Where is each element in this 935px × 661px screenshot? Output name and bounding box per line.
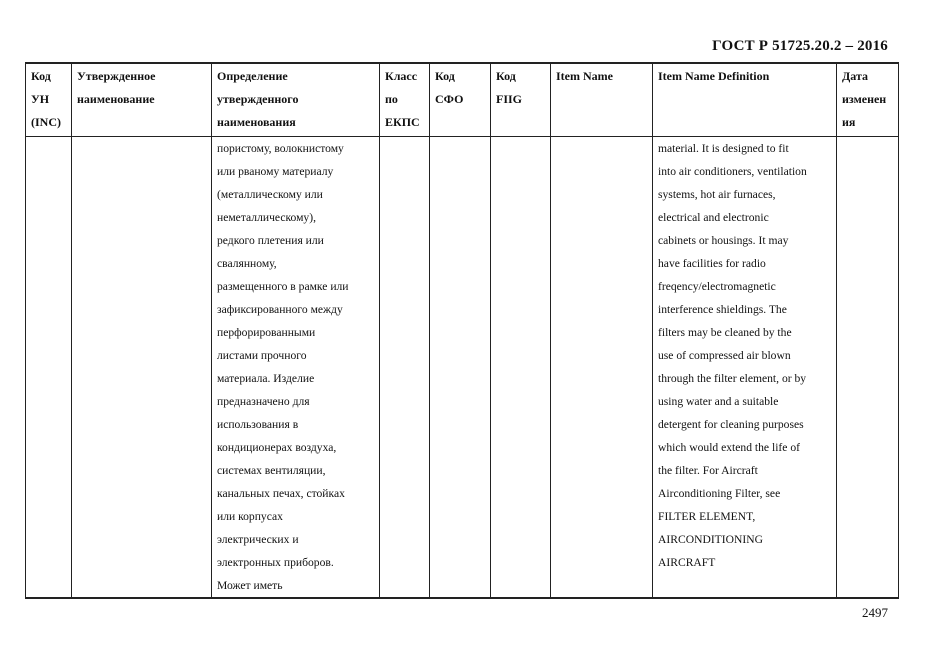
column-header bbox=[380, 63, 430, 137]
definition-en-line: detergent for cleaning purposes bbox=[658, 418, 804, 431]
definition-ru-line: размещенного в рамке или bbox=[217, 280, 349, 293]
column-header-line: ия bbox=[842, 115, 856, 129]
column-header-line: наименования bbox=[217, 115, 296, 129]
definition-ru-line: или корпусах bbox=[217, 510, 283, 523]
column-header bbox=[72, 63, 212, 137]
column-header-line: по bbox=[385, 92, 398, 106]
page-number: 2497 bbox=[862, 605, 888, 620]
column-header-line: наименование bbox=[77, 92, 155, 106]
definition-ru-line: канальных печах, стойках bbox=[217, 487, 345, 500]
definition-en-line: into air conditioners, ventilation bbox=[658, 165, 807, 178]
cell-item-name bbox=[551, 137, 653, 599]
definition-ru-line: (металлическому или bbox=[217, 188, 323, 201]
definition-en-line: material. It is designed to fit bbox=[658, 142, 789, 155]
column-header-line: Код bbox=[31, 69, 51, 83]
cell-sfo-code bbox=[430, 137, 491, 599]
definition-ru-line: электрических и bbox=[217, 533, 299, 546]
definition-en-line: systems, hot air furnaces, bbox=[658, 188, 776, 201]
cell-fiig-code bbox=[491, 137, 551, 599]
column-header-line: ЕКПС bbox=[385, 115, 420, 129]
column-header-line: Код bbox=[496, 69, 516, 83]
table-row bbox=[26, 137, 899, 599]
definition-en-line: AIRCRAFT bbox=[658, 556, 716, 569]
column-header-line: Item Name Definition bbox=[658, 69, 770, 83]
column-header-line: изменен bbox=[842, 92, 887, 106]
column-header-line: Класс bbox=[385, 69, 418, 83]
definition-en-line: filters may be cleaned by the bbox=[658, 326, 792, 339]
column-header bbox=[26, 63, 72, 137]
definition-en-line: Airconditioning Filter, see bbox=[658, 487, 781, 500]
definition-en-line: which would extend the life of bbox=[658, 441, 800, 454]
cell-inc-code bbox=[26, 137, 72, 599]
definition-en-line: use of compressed air blown bbox=[658, 349, 791, 362]
column-header-line: Определение bbox=[217, 69, 288, 83]
column-header-line: СФО bbox=[435, 92, 464, 106]
definition-en-line: freqency/electromagnetic bbox=[658, 280, 776, 293]
column-header bbox=[491, 63, 551, 137]
definition-en-line: the filter. For Aircraft bbox=[658, 464, 758, 477]
column-header-line: FIIG bbox=[496, 92, 523, 106]
definition-en-line: AIRCONDITIONING bbox=[658, 533, 763, 546]
column-header-line: (INC) bbox=[31, 115, 61, 129]
definition-en-line: FILTER ELEMENT, bbox=[658, 510, 756, 523]
column-header-line: УН bbox=[31, 92, 50, 106]
cell-item-name-definition bbox=[653, 137, 837, 599]
cell-approved-name bbox=[72, 137, 212, 599]
definition-ru-line: пористому, волокнистому bbox=[217, 142, 344, 155]
definition-ru-line: или рваному материалу bbox=[217, 165, 334, 178]
column-header-line: Дата bbox=[842, 69, 868, 83]
column-header-line: Item Name bbox=[556, 69, 613, 83]
column-header-line: Утвержденное bbox=[77, 69, 156, 83]
document-standard-header: ГОСТ Р 51725.20.2 – 2016 bbox=[712, 38, 888, 54]
definition-en-line: have facilities for radio bbox=[658, 257, 766, 270]
cell-ekps-class bbox=[380, 137, 430, 599]
definition-ru-line: листами прочного bbox=[217, 349, 307, 362]
definition-ru-line: использования в bbox=[217, 418, 299, 431]
definition-ru-line: предназначено для bbox=[217, 395, 310, 408]
definition-en-line: interference shieldings. The bbox=[658, 303, 787, 316]
definition-ru-line: кондиционерах воздуха, bbox=[217, 441, 337, 454]
classification-table bbox=[25, 62, 899, 599]
definition-ru-line: Может иметь bbox=[217, 579, 283, 592]
cell-definition-ru bbox=[212, 137, 380, 599]
definition-en-line: cabinets or housings. It may bbox=[658, 234, 789, 247]
cell-change-date bbox=[837, 137, 899, 599]
column-header bbox=[212, 63, 380, 137]
column-header-line: утвержденного bbox=[217, 92, 299, 106]
definition-en-line: through the filter element, or by bbox=[658, 372, 807, 385]
definition-ru-line: зафиксированного между bbox=[217, 303, 343, 316]
definition-ru-line: неметаллическому), bbox=[217, 211, 316, 224]
definition-ru-line: электронных приборов. bbox=[217, 556, 334, 569]
column-header bbox=[430, 63, 491, 137]
table-header-row bbox=[26, 63, 899, 137]
definition-ru-line: системах вентиляции, bbox=[217, 464, 326, 477]
column-header bbox=[653, 63, 837, 137]
definition-ru-line: свалянному, bbox=[217, 257, 277, 270]
column-header-line: Код bbox=[435, 69, 455, 83]
definition-en-line: using water and a suitable bbox=[658, 395, 779, 408]
definition-ru-line: перфорированными bbox=[217, 326, 316, 339]
definition-ru-line: редкого плетения или bbox=[217, 234, 324, 247]
definition-ru-line: материала. Изделие bbox=[217, 372, 315, 385]
definition-en-line: electrical and electronic bbox=[658, 211, 769, 224]
column-header bbox=[837, 63, 899, 137]
column-header bbox=[551, 63, 653, 137]
